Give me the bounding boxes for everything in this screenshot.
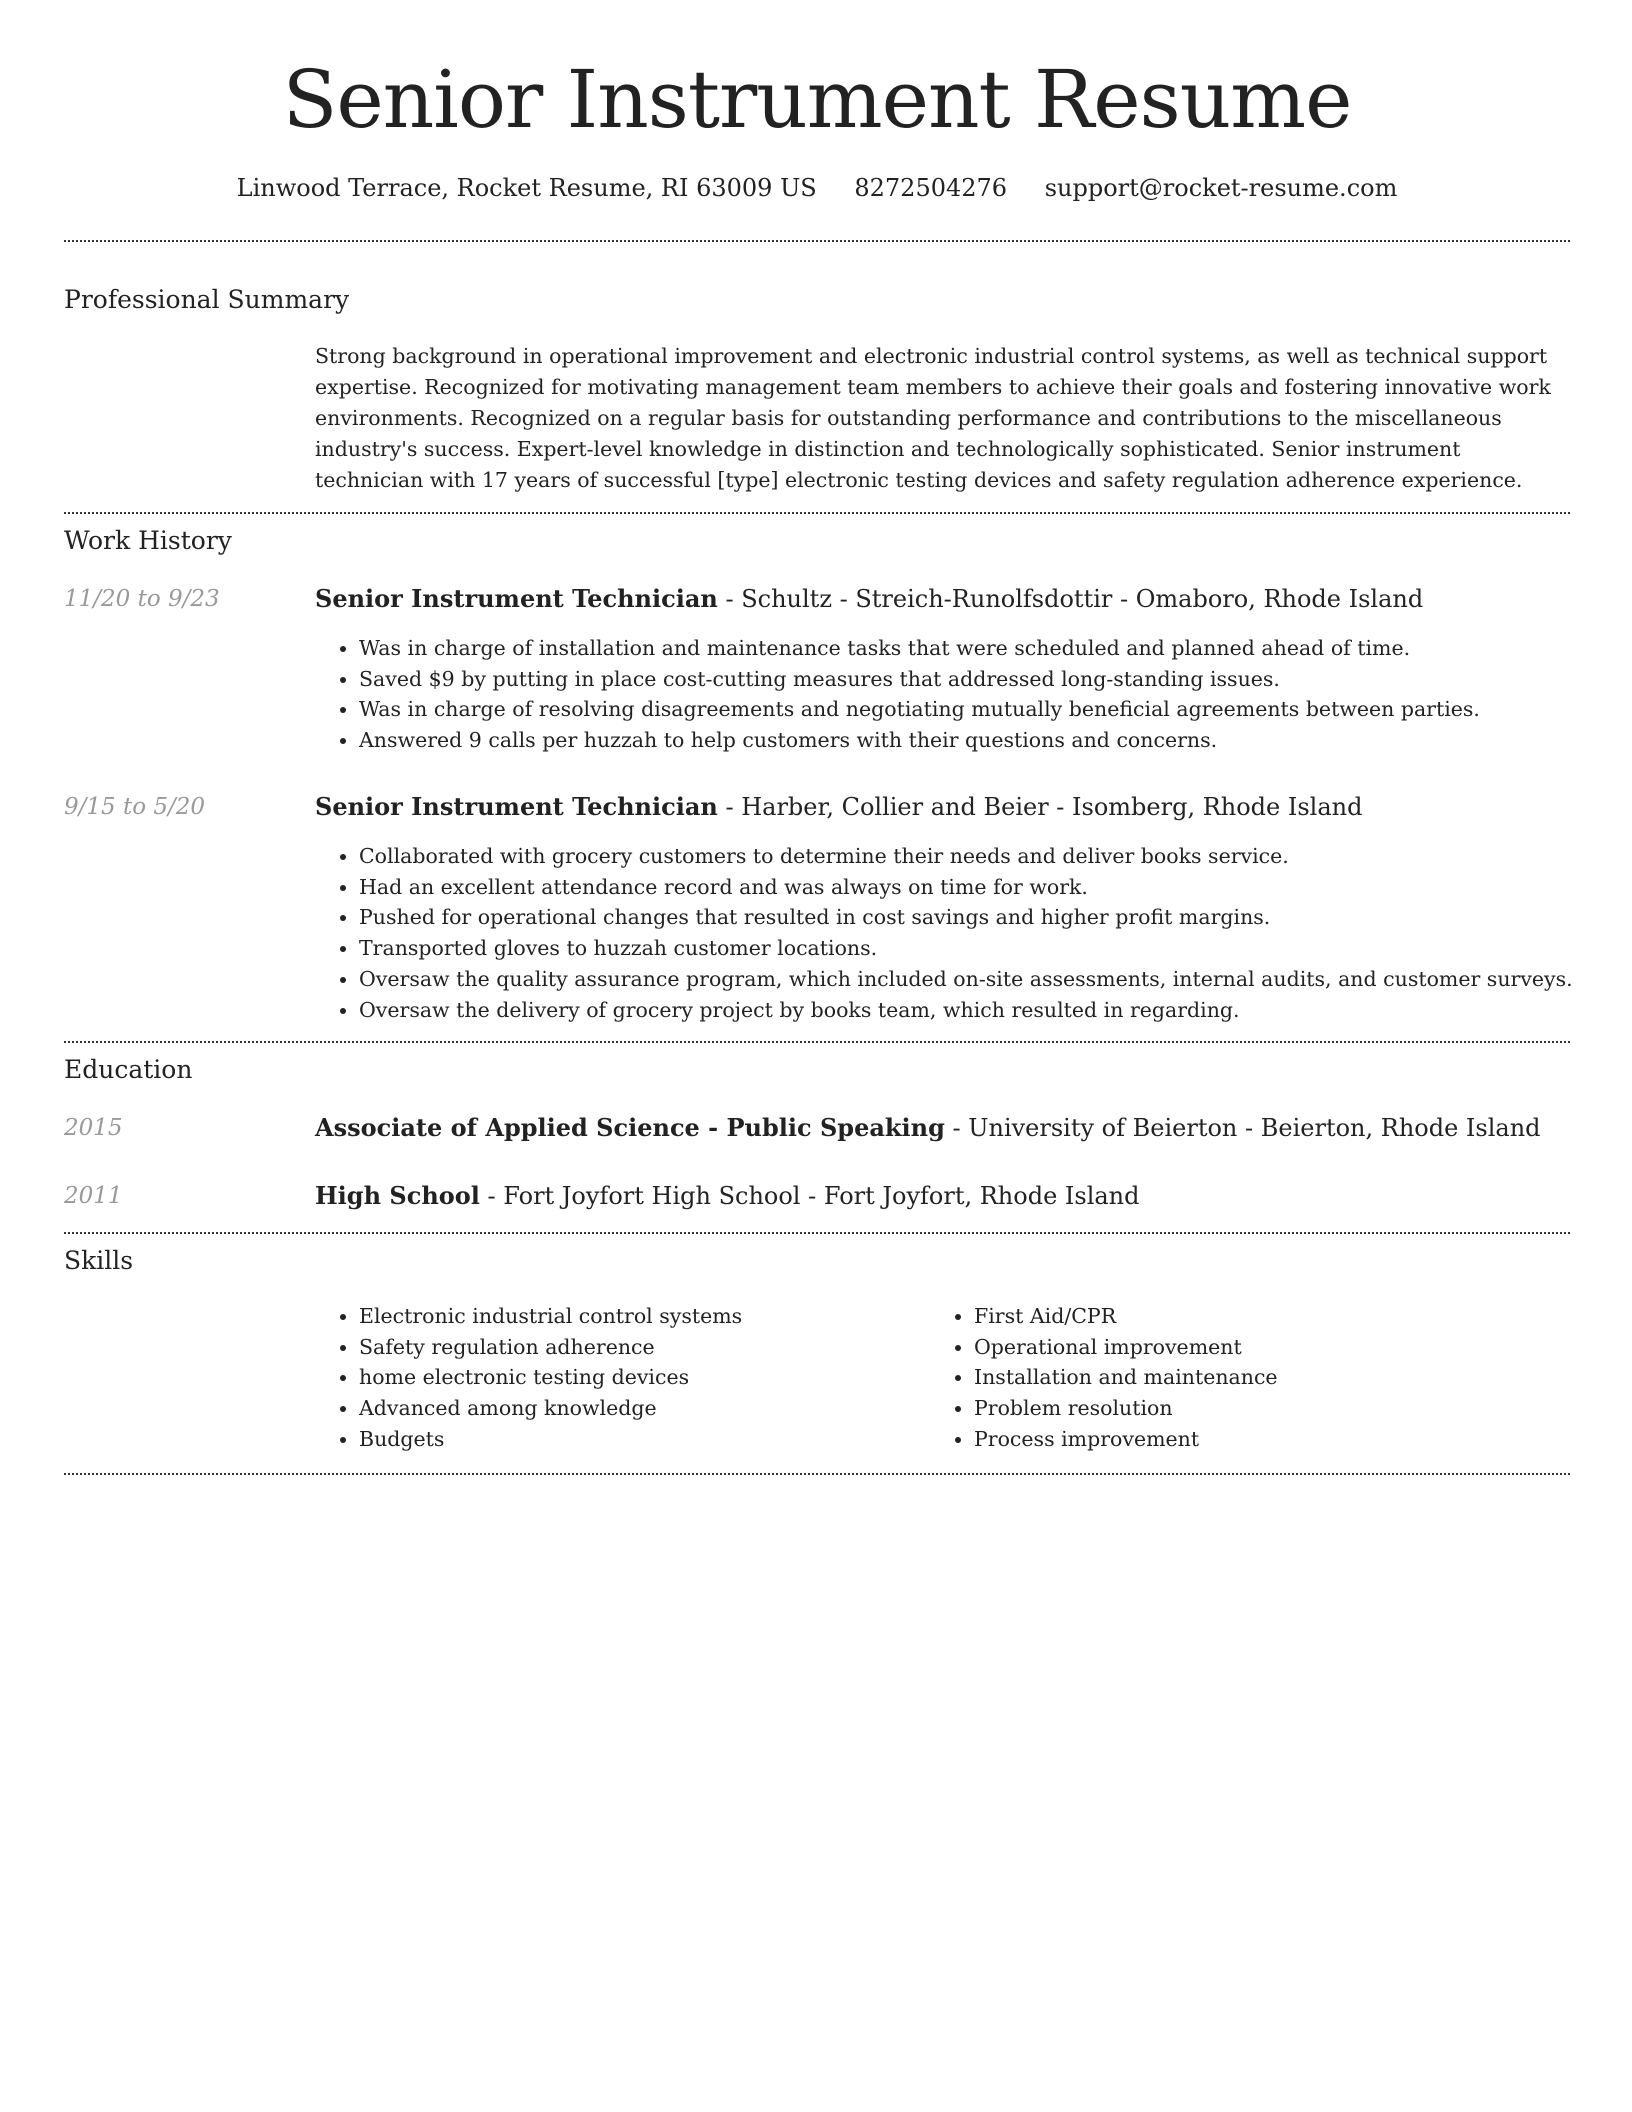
contact-email: support@rocket-resume.com — [1044, 174, 1398, 202]
job-position: Senior Instrument Technician — [315, 584, 718, 613]
list-item: • Answered 9 calls per huzzah to help customers with their questions and concerns. — [359, 725, 1480, 756]
skill-item: • Process improvement — [974, 1424, 1278, 1455]
education-details: - University of Beierton - Beierton, Rhode Island — [944, 1114, 1541, 1142]
divider — [64, 1232, 1570, 1234]
education-year: 2015 — [64, 1115, 123, 1141]
skills-heading: Skills — [64, 1246, 134, 1275]
resume-page — [64, 0, 1573, 1451]
education-degree: High School — [315, 1181, 480, 1210]
list-item: • Was in charge of installation and maintenance tasks that were scheduled and planned ahead of time. — [359, 633, 1480, 664]
summary-block — [315, 341, 1570, 496]
list-item: • Oversaw the delivery of grocery project by books team, which resulted in regarding. — [359, 995, 1573, 1026]
education-heading: Education — [64, 1055, 193, 1084]
job-dates: 9/15 to 5/20 — [64, 794, 206, 820]
skill-item: • Operational improvement — [974, 1332, 1278, 1363]
contact-line — [64, 173, 1570, 203]
education-entry — [315, 1113, 1541, 1143]
job-position: Senior Instrument Technician — [315, 792, 718, 821]
job-details: - Harber, Collier and Beier - Isomberg, Rhode Island — [717, 793, 1363, 821]
work-history-heading: Work History — [64, 526, 232, 555]
skill-item: • home electronic testing devices — [359, 1362, 742, 1393]
skills-list-left — [315, 1301, 742, 1455]
list-item: • Oversaw the quality assurance program, which included on-site assessments, internal audits, and customer surveys. — [359, 964, 1573, 995]
summary-heading: Professional Summary — [64, 285, 350, 314]
education-year: 2011 — [64, 1183, 123, 1209]
job-details: - Schultz - Streich-Runolfsdottir - Omaboro, Rhode Island — [717, 585, 1424, 613]
skill-item: • First Aid/CPR — [974, 1301, 1278, 1332]
divider — [64, 1041, 1570, 1043]
list-item: • Saved $9 by putting in place cost-cutting measures that addressed long-standing issues. — [359, 664, 1480, 695]
job-header — [315, 792, 1362, 822]
job-dates: 11/20 to 9/23 — [64, 586, 220, 612]
skill-item: • Installation and maintenance — [974, 1362, 1278, 1393]
education-degree: Associate of Applied Science - Public Speaking — [315, 1113, 945, 1142]
job-bullets — [315, 633, 1480, 756]
contact-address: Linwood Terrace, Rocket Resume, RI 63009 US — [236, 174, 817, 202]
skill-item: • Problem resolution — [974, 1393, 1278, 1424]
list-item: • Pushed for operational changes that resulted in cost savings and higher profit margins. — [359, 902, 1573, 933]
contact-phone: 8272504276 — [854, 174, 1008, 202]
skill-item: • Advanced among knowledge — [359, 1393, 742, 1424]
job-bullets — [315, 841, 1573, 1025]
resume-title: Senior Instrument Resume — [282, 53, 1352, 146]
list-item: • Was in charge of resolving disagreements and negotiating mutually beneficial agreements between parties. — [359, 694, 1480, 725]
divider — [64, 512, 1570, 514]
list-item: • Had an excellent attendance record and was always on time for work. — [359, 872, 1573, 903]
summary-text: Strong background in operational improvement and electronic industrial control systems, as well as technical support expertise. Recognized for motivating management team members to achieve their goals and fostering innovative work environments. Recognized on a regular basis for outstanding performance and contributions to the miscellaneous industry's success. Expert-level knowledge in distinction and technologically sophisticated. Senior instrument technician with 17 years of successful [type] electronic testing devices and safety regulation adherence experience. — [315, 344, 1551, 492]
list-item: • Transported gloves to huzzah customer locations. — [359, 933, 1573, 964]
education-entry — [315, 1181, 1140, 1211]
divider — [64, 240, 1570, 242]
skill-item: • Budgets — [359, 1424, 742, 1455]
skill-item: • Electronic industrial control systems — [359, 1301, 742, 1332]
skills-list-right — [930, 1301, 1278, 1455]
skill-item: • Safety regulation adherence — [359, 1332, 742, 1363]
divider — [64, 1473, 1570, 1475]
education-details: - Fort Joyfort High School - Fort Joyfort, Rhode Island — [479, 1182, 1140, 1210]
list-item: • Collaborated with grocery customers to determine their needs and deliver books service. — [359, 841, 1573, 872]
job-header — [315, 584, 1423, 614]
